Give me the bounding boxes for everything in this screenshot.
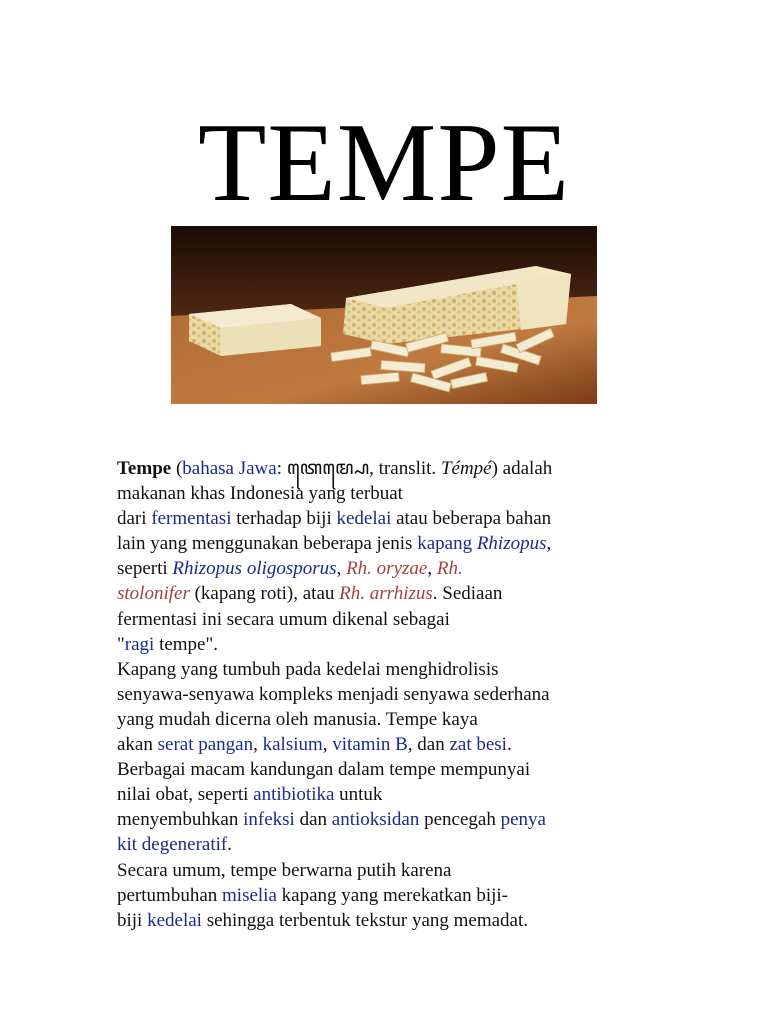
link-stolonifer[interactable]: stolonifer <box>117 583 190 605</box>
paragraph-appearance: Secara umum, tempe berwarna putih karena pertumbuhan miselia kapang yang merekatkan biji- biji kedelai sehingga terbentuk tekstur yang memadat. <box>117 859 529 931</box>
link-fermentasi[interactable]: fermentasi <box>151 508 232 530</box>
link-kapang[interactable]: kapang <box>417 533 473 555</box>
link-infeksi[interactable]: infeksi <box>243 809 295 831</box>
paragraph-definition: Tempe (bahasa Jawa: ꦠꦺꦩ꧀ꦥꦺ, translit. Témpé) adalah makanan khas Indonesia yang terbuat dari fermentasi terhadap biji kedelai atau beberapa bahan lain yang menggunakan beberapa jenis kapang Rhizopus, seperti Rhizopus oligosporus, Rh. oryzae, Rh. stolonifer (kapang roti), atau Rh. arrhizus. Sediaan fermentasi ini secara umum dikenal sebagai "ragi tempe". <box>117 458 553 655</box>
javanese-script: ꦠꦺꦩ꧀ꦥꦺ <box>286 458 370 479</box>
link-rh-oryzae[interactable]: Rh. oryzae <box>346 558 428 580</box>
paragraph-nutrition: Kapang yang tumbuh pada kedelai menghidrolisis senyawa-senyawa kompleks menjadi senyawa sederhana yang mudah dicerna oleh manusia. Tempe kaya akan serat pangan, kalsium, vitamin B, dan zat besi. Berbagai macam kandungan dalam tempe mempunyai nilai obat, seperti antibiotika untuk menyembuhkan infeksi dan antioksidan pencegah penya kit degeneratif. <box>117 658 550 856</box>
link-antioksidan[interactable]: antioksidan <box>331 809 420 831</box>
link-kedelai[interactable]: kedelai <box>336 508 392 530</box>
link-kalsium[interactable]: kalsium <box>262 734 323 756</box>
link-vitamin-b[interactable]: vitamin B <box>332 734 408 756</box>
link-ragi[interactable]: ragi <box>124 633 155 655</box>
link-rh-arrhizus[interactable]: Rh. arrhizus <box>339 583 433 605</box>
link-kedelai-2[interactable]: kedelai <box>147 909 202 931</box>
translit-word: Témpé <box>440 458 492 479</box>
link-miselia[interactable]: miselia <box>222 884 277 906</box>
tempe-photo <box>171 226 597 404</box>
link-rh[interactable]: Rh. <box>436 558 463 580</box>
term-tempe: Tempe <box>117 458 172 479</box>
link-rhizopus[interactable]: Rhizopus <box>476 533 547 555</box>
link-rhizopus-oligosporus[interactable]: Rhizopus oligosporus <box>172 558 337 580</box>
link-penyakit[interactable]: penya <box>500 809 546 831</box>
link-zat-besi[interactable]: zat besi <box>449 734 507 756</box>
link-serat-pangan[interactable]: serat pangan <box>157 734 254 756</box>
link-penyakit-degeneratif[interactable]: kit degeneratif <box>117 834 228 856</box>
page-title: TEMPE <box>197 101 571 225</box>
article-body <box>117 456 657 933</box>
link-bahasa-jawa[interactable]: bahasa Jawa <box>182 458 277 479</box>
link-antibiotika[interactable]: antibiotika <box>253 784 335 806</box>
